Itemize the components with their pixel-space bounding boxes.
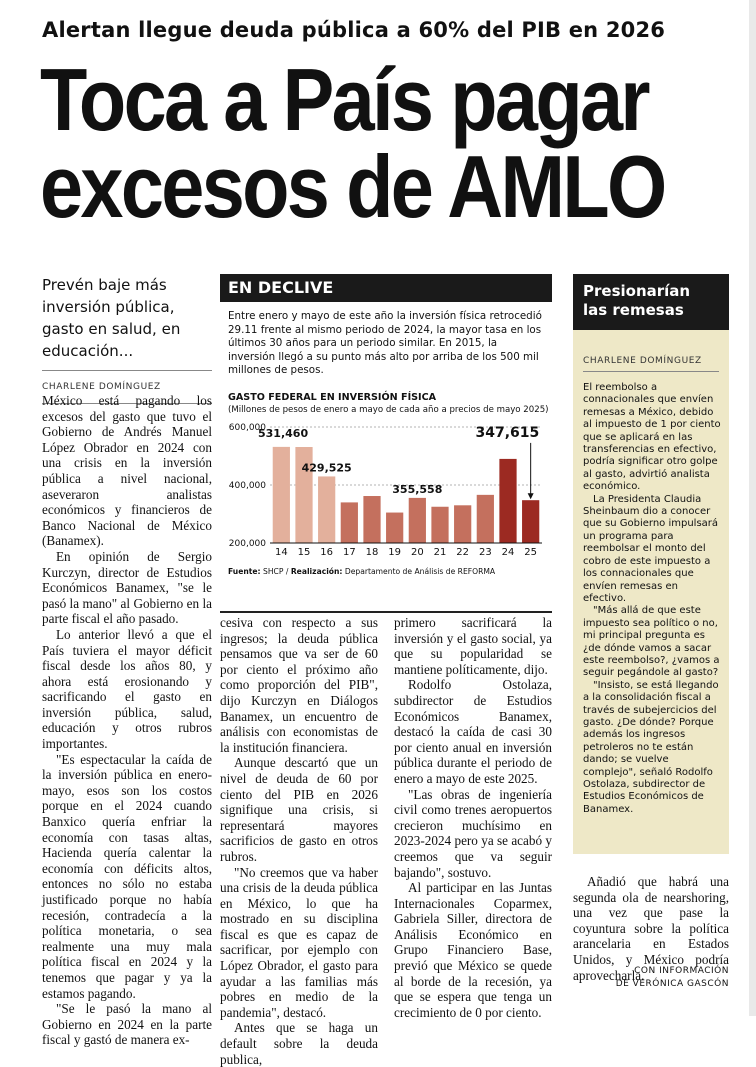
subhead-rule [42, 370, 212, 371]
col3-paragraph: Rodolfo Ostolaza, subdirector de Estudios Económicos Banamex, destacó la caída de casi 30 por ciento anual en inversión pública durante el periodo de enero a mayo de este 2025. [394, 677, 552, 786]
x-tick-label: 21 [433, 546, 447, 558]
credit [573, 966, 729, 989]
x-tick-label: 18 [365, 546, 379, 558]
headline [40, 50, 665, 236]
col1-paragraph: Lo anterior llevó a que el País tuviera el mayor déficit fiscal desde los años 80, y ahora está erosionando y sacrificando el gasto en inversión pública, salud, educación y otros rubros importantes. [42, 626, 212, 752]
col3-paragraph: Al participar en las Juntas Internacionales Coparmex, Gabriela Siller, directora de Análisis Económico en Grupo Financiero Base, previó que México se quede al borde de la recesión, ya que se espera que tenga un crecimiento de 0 por ciento. [394, 880, 552, 1020]
x-tick-label: 15 [297, 546, 311, 558]
sidebar-byline-rule [583, 371, 719, 372]
x-tick-label: 23 [478, 546, 492, 558]
x-tick-label: 24 [501, 546, 515, 558]
sidebar-title: Presionarían las remesas [573, 274, 729, 330]
column-1 [42, 393, 212, 1048]
infobox-bottom-rule [220, 611, 552, 613]
col1-paragraph: "Es espectacular la caída de la inversión pública en enero-mayo, esos son los costos porque en el 2024 cuando Banxico quería enfriar la economía con tasas altas, Hacienda quería calentar la economía con déficits altos, entonces no sólo no estaba justificado porque no había recesión, contradecía a la política monetaria, o sea realmente una muy mala política fiscal en 2024 y la tenemos que pagar y ya la estamos pagando. [42, 751, 212, 1001]
bar [386, 512, 403, 542]
x-tick-label: 14 [274, 546, 288, 558]
sidebar-paragraph: "Más allá de que este impuesto sea político o no, mi principal pregunta es ¿de dónde vamos a sacar este reembolso?, ¿vamos a seguir pegándole al gasto? [583, 605, 720, 679]
x-tick-label: 22 [456, 546, 470, 558]
byline: CHARLENE DOMÍNGUEZ [42, 382, 161, 392]
headline-line-2: excesos de AMLO [40, 137, 665, 236]
headline-line-1: Toca a País pagar [40, 50, 648, 149]
col3-paragraph: primero sacrificará la inversión y el gasto social, ya que su popularidad se mantiene políticamente, dijo. [394, 615, 552, 677]
x-tick-label: 20 [410, 546, 424, 558]
kicker: Alertan llegue deuda pública a 60% del PIB en 2026 [42, 18, 666, 42]
subhead-block [42, 274, 212, 404]
credit-line-1: CON INFORMACIÓN [634, 966, 729, 976]
bar [499, 458, 516, 542]
data-label: 355,558 [392, 482, 443, 496]
x-tick-label: 17 [342, 546, 356, 558]
bar [273, 446, 290, 542]
col2-paragraph: cesiva con respecto a sus ingresos; la deuda pública pensamos que va ser de 60 por ciento el próximo año como proporción del PIB", dijo Kurczyn en Diálogos Banamex, un encuentro de análisis con economistas de la institución financiera. [220, 615, 378, 755]
subhead: Prevén baje más inversión pública, gasto en salud, en educación... [42, 276, 181, 360]
bar [318, 476, 335, 543]
infobox-intro: Entre enero y mayo de este año la inversión física retrocedió 29.11 frente al mismo periodo de 2024, la mayor tasa en los últimos 30 años para un periodo similar. En 2015, la inversión llegó a su punto más alto por arriba de los 500 mil millones de pesos. [228, 310, 542, 376]
chart-title: GASTO FEDERAL EN INVERSIÓN FÍSICA [228, 391, 437, 403]
bar [409, 497, 426, 542]
col3-paragraph: "Las obras de ingeniería civil como trenes aeropuertos crecieron muchísimo en 2023-2024 pero ya se acabó y creemos que va seguir bajando", sostuvo. [394, 786, 552, 880]
x-tick-label: 19 [388, 546, 402, 558]
col2-paragraph: "No creemos que va haber una crisis de la deuda pública en México, lo que ha mostrado en su disciplina fiscal es que es capaz de sacrificar, por ejemplo con López Obrador, el gasto para ayudar a las familias más pobres en medio de la pandemia", destacó. [220, 864, 378, 1020]
col1-paragraph: "Se le pasó la mano al Gobierno en 2024 en la parte fiscal y gastó de manera ex- [42, 1001, 212, 1048]
source-label: Fuente: [228, 566, 261, 576]
bar [431, 506, 448, 542]
col1-paragraph: En opinión de Sergio Kurczyn, director de Estudios Económicos Banamex, "se le pasó la mano" al Gobierno en la parte fiscal el año pasado. [42, 548, 212, 627]
col1-paragraph: México está pagando los excesos del gasto que tuvo el Gobierno de Andrés Manuel López Obrador en 2024 con una crisis en la inversión pública a nivel nacional, aseveraron analistas económicos y financieros de Banco Nacional de México (Banamex). [42, 393, 212, 549]
col4-paragraph: Añadió que habrá una segunda ola de nearshoring, una vez que pase la coyuntura sobre la política arancelaria en Estados Unidos, y México podría aprovecharla. [573, 874, 729, 983]
bar [454, 505, 471, 543]
page-edge [749, 0, 756, 1016]
bar [341, 502, 358, 543]
column-3 [394, 615, 552, 1020]
made-label: Realización: [290, 566, 343, 576]
sidebar [573, 274, 729, 854]
col2-paragraph: Antes que se haga un default sobre la deuda publica, [220, 1020, 378, 1067]
chart-footnote [228, 567, 552, 576]
bar [522, 500, 539, 543]
y-tick-label: 600,000 [228, 422, 266, 433]
column-2 [220, 615, 378, 1067]
made-value: Departamento de Análisis de REFORMA [344, 566, 496, 576]
x-tick-label: 16 [320, 546, 334, 558]
source-value: SHCP / [263, 566, 289, 576]
bar-chart [220, 415, 550, 565]
y-tick-label: 400,000 [228, 480, 266, 491]
credit-line-2: DE VERÓNICA GASCÓN [615, 979, 729, 989]
sidebar-paragraph: El reembolso a connacionales que envíen remesas a México, debido al impuesto de 1 por ciento que se aplicará en las transferencias en efectivo, podría significar otro golpe al gasto, advirtió analista económico. [583, 382, 721, 493]
bar [363, 496, 380, 543]
data-label: 429,525 [301, 460, 352, 474]
annotation-arrow-head [528, 493, 534, 499]
sidebar-body [583, 382, 721, 816]
data-label: 347,615 [475, 424, 540, 441]
y-tick-label: 200,000 [228, 538, 266, 549]
infobox-label: EN DECLIVE [220, 274, 552, 302]
col2-paragraph: Aunque descartó que un nivel de deuda de 60 por ciento del PIB en 2026 signifique una crisis, si representará mayores sacrificios de gasto en otros rubros. [220, 755, 378, 864]
chart-subtitle: (Millones de pesos de enero a mayo de cada año a precios de mayo 2025) [228, 404, 549, 415]
x-tick-label: 25 [524, 546, 538, 558]
sidebar-paragraph: "Insisto, se está llegando a la consolidación fiscal a través de subejercicios del gasto. ¿De dónde? Porque además los ingresos petroleros no te están dando; se vuelve complejo", señaló Rodolfo Ostolaza, subdirector de Estudios Económicos de Banamex. [583, 679, 719, 815]
sidebar-paragraph: La Presidenta Claudia Sheinbaum dio a conocer que su Gobierno impulsará un programa para reembolsar el monto del cobro de este impuesto a los connacionales que envíen remesas en efectivo. [583, 493, 719, 604]
data-label: 531,460 [258, 426, 309, 440]
bar [477, 494, 494, 542]
infobox [220, 274, 552, 576]
sidebar-byline: CHARLENE DOMÍNGUEZ [583, 356, 702, 366]
